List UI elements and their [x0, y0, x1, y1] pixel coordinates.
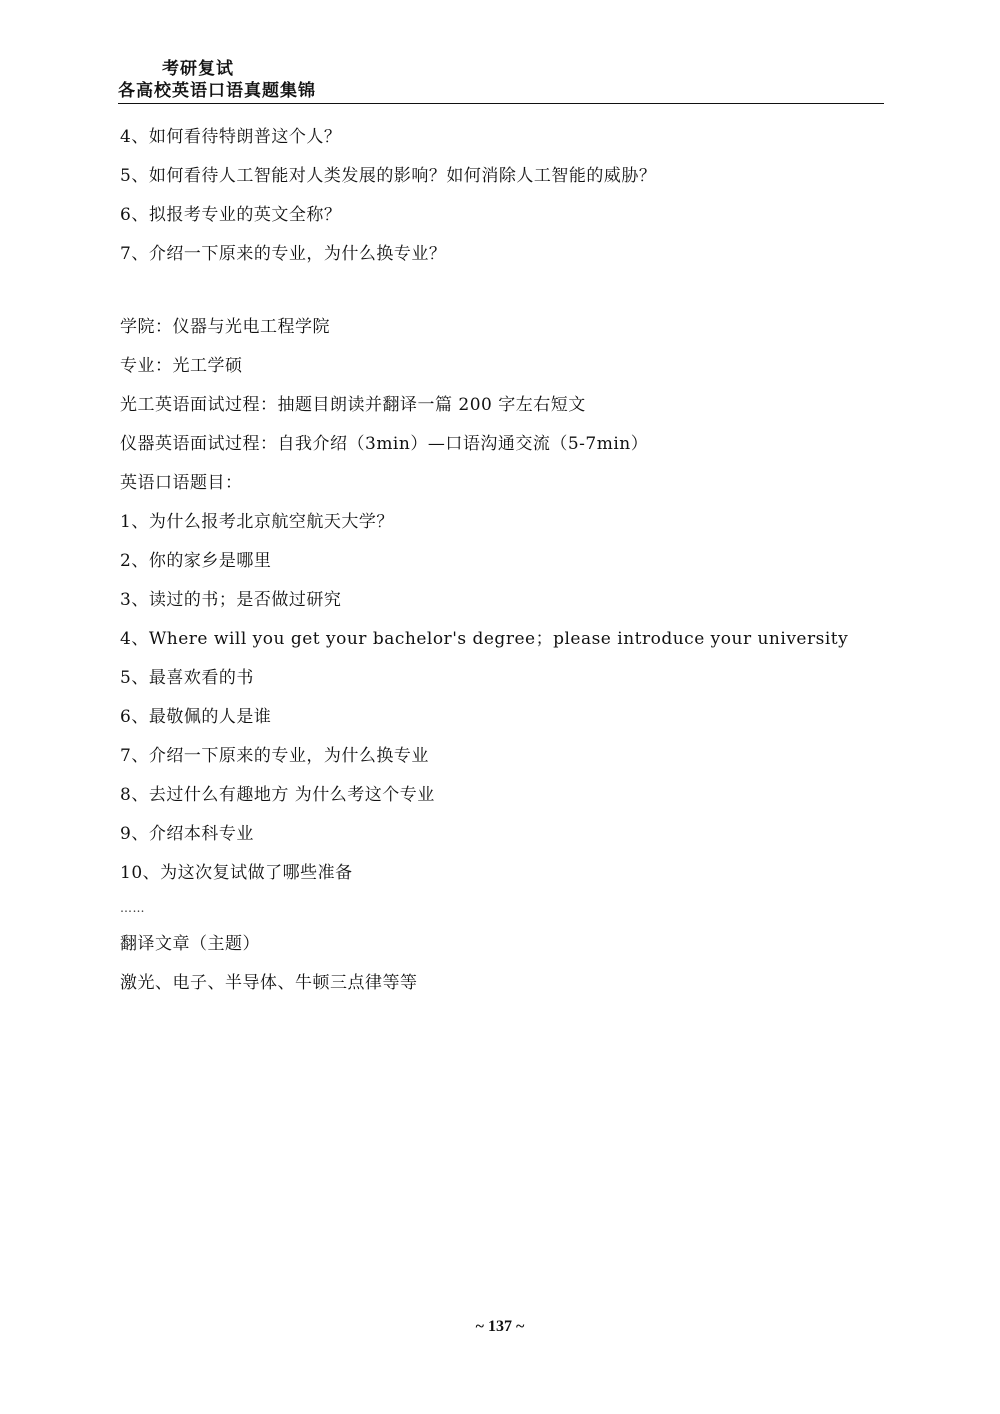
section-spacer [120, 274, 880, 308]
oral-question-6: 6、最敬佩的人是谁 [120, 707, 272, 727]
oral-question-10: 10、为这次复试做了哪些准备 [120, 863, 353, 883]
top-question-4: 4、如何看待特朗普这个人？ [120, 127, 342, 147]
translation-heading: 翻译文章（主题） [120, 934, 260, 954]
top-question-6: 6、拟报考专业的英文全称？ [120, 205, 342, 225]
header-title-line1: 考研复试 [162, 59, 234, 79]
translation-topics: 激光、电子、半导体、牛顿三点律等等 [120, 973, 418, 993]
oral-questions-heading: 英语口语题目： [120, 473, 243, 493]
major-line: 专业：光工学硕 [120, 356, 243, 376]
oral-question-2: 2、你的家乡是哪里 [120, 551, 272, 571]
page-content [120, 118, 880, 1003]
top-question-5: 5、如何看待人工智能对人类发展的影响？如何消除人工智能的威胁？ [120, 166, 657, 186]
top-question-7: 7、介绍一下原来的专业，为什么换专业？ [120, 244, 447, 264]
oral-question-8: 8、去过什么有趣地方 为什么考这个专业 [120, 785, 435, 805]
header-rule [118, 103, 884, 104]
header-title-line2: 各高校英语口语真题集锦 [118, 81, 316, 101]
oral-question-7: 7、介绍一下原来的专业，为什么换专业 [120, 746, 429, 766]
college-line: 学院：仪器与光电工程学院 [120, 317, 330, 337]
oral-question-4: 4、Where will you get your bachelor's degree；please introduce your university [120, 629, 849, 649]
page-number: ~ 137 ~ [475, 1318, 525, 1335]
page-header [118, 58, 884, 102]
instrument-process-line: 仪器英语面试过程：自我介绍（3min）—口语沟通交流（5-7min） [120, 434, 649, 454]
oral-question-1: 1、为什么报考北京航空航天大学？ [120, 512, 394, 532]
ellipsis: …… [120, 901, 145, 915]
oral-question-9: 9、介绍本科专业 [120, 824, 254, 844]
optics-process-line: 光工英语面试过程：抽题目朗读并翻译一篇 200 字左右短文 [120, 395, 586, 415]
oral-question-3: 3、读过的书；是否做过研究 [120, 590, 342, 610]
oral-question-5: 5、最喜欢看的书 [120, 668, 254, 688]
